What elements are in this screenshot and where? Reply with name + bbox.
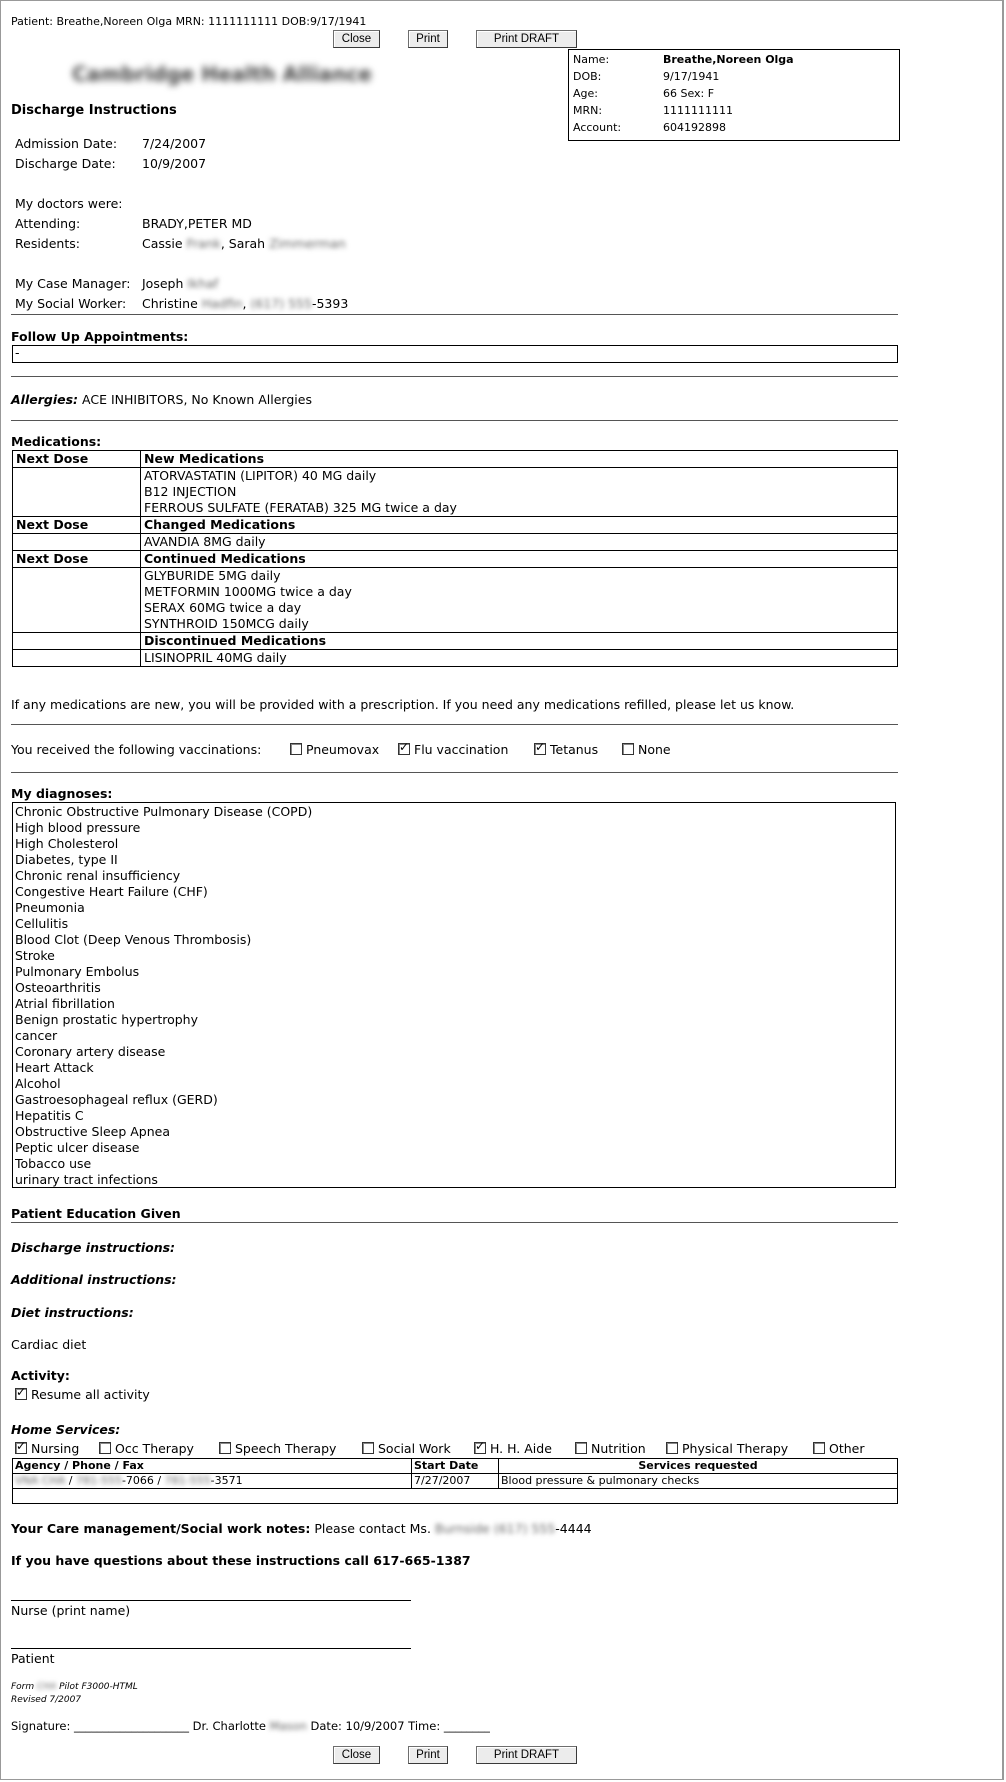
- service-label: Occ Therapy: [115, 1441, 194, 1456]
- signature-date: Date: 10/9/2007 Time: ________: [310, 1719, 490, 1733]
- resident1-last-redacted: Frank: [186, 236, 221, 251]
- service-nursing[interactable]: [15, 1441, 79, 1456]
- activity-heading: Activity:: [11, 1368, 70, 1383]
- service-label: Physical Therapy: [682, 1441, 789, 1456]
- discontinued-medications-list: [141, 650, 898, 667]
- service-speech-therapy[interactable]: [219, 1441, 336, 1456]
- education-heading: Patient Education Given: [11, 1206, 181, 1221]
- col-services-header: Services requested: [499, 1459, 898, 1474]
- case-manager-first: Joseph: [142, 276, 184, 291]
- service-physical-therapy[interactable]: [666, 1441, 788, 1456]
- diagnosis-item: High Cholesterol: [15, 836, 119, 851]
- checkbox[interactable]: [15, 1442, 27, 1454]
- attending-label: Attending:: [15, 216, 81, 231]
- table-row: [13, 1474, 898, 1489]
- table-row: [13, 1489, 898, 1504]
- service-label: Social Work: [378, 1441, 451, 1456]
- social-worker-label: My Social Worker:: [15, 296, 127, 311]
- diagnosis-item: High blood pressure: [15, 820, 141, 835]
- resident-separator: ,: [220, 236, 225, 251]
- diagnosis-item: Atrial fibrillation: [15, 996, 115, 1011]
- col-agency-header: Agency / Phone / Fax: [13, 1459, 412, 1474]
- nurse-signature-line: [11, 1600, 411, 1601]
- hospital-logo: Cambridge Health Alliance: [72, 62, 372, 86]
- social-worker-last-redacted: Hadfin: [201, 296, 243, 311]
- empty-cell: [13, 1489, 898, 1504]
- agency-fax-redacted: 781-555: [164, 1474, 211, 1487]
- service-label: Speech Therapy: [235, 1441, 337, 1456]
- divider: [11, 376, 898, 377]
- continued-medications-list: [141, 568, 898, 633]
- checkbox[interactable]: [474, 1442, 486, 1454]
- patient-info-box: [568, 49, 900, 141]
- medications-table: [12, 450, 898, 667]
- agency-phone-end: -7066: [121, 1474, 154, 1487]
- diagnosis-item: Heart Attack: [15, 1060, 94, 1075]
- resident2-last-redacted: Zimmerman: [269, 236, 346, 251]
- info-name-value: Breathe,Noreen Olga: [663, 53, 794, 66]
- diagnosis-item: Chronic Obstructive Pulmonary Disease (COPD): [15, 804, 313, 819]
- discontinued-medications-header: Discontinued Medications: [141, 633, 898, 650]
- next-dose-header: Next Dose: [13, 517, 141, 534]
- agency-sep: /: [68, 1474, 73, 1487]
- activity-resume[interactable]: [15, 1387, 150, 1402]
- activity-label: Resume all activity: [31, 1387, 150, 1402]
- med-item: SERAX 60MG twice a day: [144, 600, 302, 615]
- diagnosis-item: Blood Clot (Deep Venous Thrombosis): [15, 932, 252, 947]
- divider: [11, 420, 898, 421]
- checkbox[interactable]: [99, 1442, 111, 1454]
- care-notes-text: Please contact Ms.: [314, 1521, 431, 1536]
- divider: [11, 724, 898, 725]
- services-table: [12, 1458, 898, 1504]
- med-item: METFORMIN 1000MG twice a day: [144, 584, 352, 599]
- vaccine-label: Flu vaccination: [414, 742, 509, 757]
- info-age-label: Age:: [573, 87, 598, 100]
- diagnosis-item: Pneumonia: [15, 900, 85, 915]
- checkbox[interactable]: [398, 743, 410, 755]
- service-other[interactable]: [813, 1441, 865, 1456]
- next-dose-cell: [13, 534, 141, 551]
- diagnoses-heading: My diagnoses:: [11, 786, 113, 801]
- vaccine-tetanus[interactable]: [534, 742, 598, 757]
- diagnosis-item: Cellulitis: [15, 916, 69, 931]
- agency-fax-end: -3571: [210, 1474, 243, 1487]
- nurse-label: Nurse (print name): [11, 1603, 131, 1618]
- service-nutrition[interactable]: [575, 1441, 646, 1456]
- agency-phone-redacted: 781-555: [75, 1474, 122, 1487]
- discharge-date-value: 10/9/2007: [142, 156, 207, 171]
- admission-date-label: Admission Date:: [15, 136, 118, 151]
- med-item: B12 INJECTION: [144, 484, 237, 499]
- follow-up-box: -: [12, 345, 898, 363]
- info-dob-value: 9/17/1941: [663, 70, 720, 83]
- diagnosis-item: Osteoarthritis: [15, 980, 101, 995]
- case-manager-value: [142, 276, 218, 291]
- next-dose-cell: [13, 468, 141, 517]
- checkbox[interactable]: [622, 743, 634, 755]
- diagnosis-item: cancer: [15, 1028, 58, 1043]
- agency-sep: /: [157, 1474, 162, 1487]
- doctors-heading: My doctors were:: [15, 196, 123, 211]
- next-dose-cell: [13, 633, 141, 650]
- medications-heading: Medications:: [11, 434, 102, 449]
- vaccine-label: Pneumovax: [306, 742, 380, 757]
- form-id-redacted: CHA: [37, 1682, 57, 1692]
- info-account-value: 604192898: [663, 121, 726, 134]
- social-worker-phone-redacted: (617) 555: [250, 296, 312, 311]
- doctor-last-redacted: Mason: [269, 1719, 307, 1733]
- residents-value: [142, 236, 346, 251]
- patient-header-line: Patient: Breathe,Noreen Olga MRN: 1111111111 DOB:9/17/1941: [11, 15, 367, 28]
- social-worker-value: Christine Hadfin, (617) 555-5393: [142, 296, 349, 311]
- questions-line: If you have questions about these instructions call 617-665-1387: [11, 1553, 471, 1568]
- checkbox[interactable]: [666, 1442, 678, 1454]
- service-label: Nursing: [31, 1441, 80, 1456]
- diagnosis-item: Chronic renal insufficiency: [15, 868, 181, 883]
- diagnosis-item: Benign prostatic hypertrophy: [15, 1012, 198, 1027]
- checkbox[interactable]: [575, 1442, 587, 1454]
- page-title: Discharge Instructions: [11, 103, 177, 118]
- vaccine-label: Tetanus: [550, 742, 599, 757]
- vaccinations-label: You received the following vaccinations:: [11, 742, 262, 757]
- new-medications-list: [141, 468, 898, 517]
- service-social-work[interactable]: [362, 1441, 451, 1456]
- print-button-bottom[interactable]: Print: [408, 1746, 448, 1764]
- diet-value: Cardiac diet: [11, 1337, 87, 1352]
- follow-up-heading: Follow Up Appointments:: [11, 329, 189, 344]
- service-occ-therapy[interactable]: [99, 1441, 194, 1456]
- close-button-bottom[interactable]: Close: [333, 1746, 380, 1764]
- discharge-instructions-heading: Discharge instructions:: [11, 1240, 176, 1255]
- checkbox[interactable]: [534, 743, 546, 755]
- diagnosis-item: Tobacco use: [15, 1156, 92, 1171]
- agency-cell: [13, 1474, 412, 1489]
- allergies-value: ACE INHIBITORS, No Known Allergies: [82, 392, 312, 407]
- patient-label: Patient: [11, 1651, 55, 1666]
- social-worker-first: Christine: [142, 296, 198, 311]
- discharge-date-label: Discharge Date:: [15, 156, 116, 171]
- close-button-top[interactable]: Close: [333, 30, 380, 48]
- divider: [11, 1222, 898, 1223]
- checkbox[interactable]: [813, 1442, 825, 1454]
- form-id-prefix: Form: [11, 1682, 35, 1692]
- diagnosis-item: Congestive Heart Failure (CHF): [15, 884, 208, 899]
- diagnosis-item: Diabetes, type II: [15, 852, 118, 867]
- resident1-first: Cassie: [142, 236, 183, 251]
- print-button-top[interactable]: Print: [408, 30, 448, 48]
- med-item: ATORVASTATIN (LIPITOR) 40 MG daily: [144, 468, 377, 483]
- diagnosis-item: Pulmonary Embolus: [15, 964, 140, 979]
- diagnosis-item: urinary tract infections: [15, 1172, 158, 1187]
- diagnosis-item: Coronary artery disease: [15, 1044, 166, 1059]
- agency-name-redacted: VNA CHA: [15, 1474, 66, 1487]
- med-item: AVANDIA 8MG daily: [144, 534, 266, 549]
- info-account-label: Account:: [573, 121, 622, 134]
- new-medications-header: New Medications: [141, 451, 898, 468]
- med-item: FERROUS SULFATE (FERATAB) 325 MG twice a day: [144, 500, 457, 515]
- continued-medications-header: Continued Medications: [141, 551, 898, 568]
- signature-label: Signature: ____________________ Dr. Charlotte: [11, 1719, 266, 1733]
- resident2-first: Sarah: [228, 236, 266, 251]
- service-label: H. H. Aide: [490, 1441, 552, 1456]
- service-label: Other: [829, 1441, 865, 1456]
- patient-signature-line: [11, 1648, 411, 1649]
- diagnosis-item: Alcohol: [15, 1076, 61, 1091]
- attending-value: BRADY,PETER MD: [142, 216, 252, 231]
- allergies-line: [11, 392, 312, 407]
- print-draft-button-bottom[interactable]: Print DRAFT: [476, 1746, 577, 1764]
- home-services-heading: Home Services:: [11, 1422, 121, 1437]
- col-start-header: Start Date: [412, 1459, 499, 1474]
- vaccine-label: None: [638, 742, 671, 757]
- changed-medications-list: [141, 534, 898, 551]
- services-cell: Blood pressure & pulmonary checks: [499, 1474, 898, 1489]
- social-worker-phone-end: -5393: [311, 296, 349, 311]
- info-name-label: Name:: [573, 53, 610, 66]
- form-revised: Revised 7/2007: [11, 1695, 82, 1705]
- divider: [11, 314, 898, 315]
- divider: [11, 772, 898, 773]
- info-mrn-label: MRN:: [573, 104, 603, 117]
- signature-line: [11, 1719, 490, 1733]
- allergies-label: Allergies:: [11, 392, 79, 407]
- info-age-value: 66 Sex: F: [663, 87, 715, 100]
- next-dose-header: Next Dose: [13, 551, 141, 568]
- form-id: [11, 1682, 138, 1692]
- diagnosis-item: Obstructive Sleep Apnea: [15, 1124, 171, 1139]
- diet-instructions-heading: Diet instructions:: [11, 1305, 134, 1320]
- case-manager-last-redacted: Ikhaf: [187, 276, 219, 291]
- start-date-cell: 7/27/2007: [412, 1474, 499, 1489]
- care-notes-label: Your Care management/Social work notes:: [11, 1521, 311, 1536]
- diagnosis-item: Peptic ulcer disease: [15, 1140, 140, 1155]
- next-dose-cell: [13, 650, 141, 667]
- info-mrn-value: 1111111111: [663, 104, 733, 117]
- med-item: SYNTHROID 150MCG daily: [144, 616, 309, 631]
- service-label: Nutrition: [591, 1441, 646, 1456]
- changed-medications-header: Changed Medications: [141, 517, 898, 534]
- care-notes-phone-end: -4444: [555, 1521, 592, 1536]
- diagnosis-item: Hepatitis C: [15, 1108, 84, 1123]
- vaccine-pneumovax[interactable]: [290, 742, 379, 757]
- care-notes-redacted: Burnside (617) 555: [434, 1521, 556, 1536]
- diagnosis-item: Stroke: [15, 948, 55, 963]
- med-item: GLYBURIDE 5MG daily: [144, 568, 281, 583]
- info-dob-label: DOB:: [573, 70, 602, 83]
- checkbox[interactable]: [362, 1442, 374, 1454]
- next-dose-cell: [13, 568, 141, 633]
- checkbox[interactable]: [219, 1442, 231, 1454]
- next-dose-header: Next Dose: [13, 451, 141, 468]
- checkbox[interactable]: [290, 743, 302, 755]
- care-notes-line: [11, 1521, 592, 1536]
- vaccine-none[interactable]: [622, 742, 671, 757]
- print-draft-button-top[interactable]: Print DRAFT: [476, 30, 577, 48]
- case-manager-label: My Case Manager:: [15, 276, 131, 291]
- checkbox[interactable]: [15, 1388, 27, 1400]
- additional-instructions-heading: Additional instructions:: [11, 1272, 177, 1287]
- admission-date-value: 7/24/2007: [142, 136, 207, 151]
- residents-label: Residents:: [15, 236, 80, 251]
- diagnoses-list: [12, 802, 896, 1188]
- form-id-suffix: Pilot F3000-HTML: [59, 1682, 138, 1692]
- medications-note: If any medications are new, you will be provided with a prescription. If you need any medications refilled, please let us know.: [11, 697, 795, 712]
- vaccine-flu[interactable]: [398, 742, 508, 757]
- med-item: LISINOPRIL 40MG daily: [144, 650, 287, 665]
- diagnosis-item: Gastroesophageal reflux (GERD): [15, 1092, 218, 1107]
- service-hh-aide[interactable]: [474, 1441, 552, 1456]
